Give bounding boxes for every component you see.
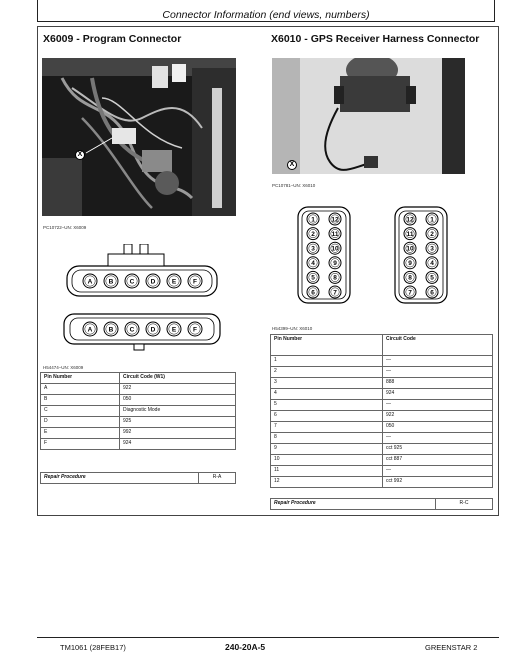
pin-label: 1: [311, 216, 315, 224]
pin-label: 11: [406, 230, 414, 238]
footer-product: GREENSTAR 2: [425, 643, 478, 652]
pin-number-cell: 8: [271, 433, 383, 444]
table-row: [41, 439, 236, 450]
pin-number-cell: B: [41, 395, 120, 406]
pin-number-header: Pin Number: [271, 335, 383, 356]
x6010-left-pin: [307, 228, 319, 240]
x6010-left-pin: [307, 242, 319, 254]
circuit-code-cell: 924: [120, 439, 236, 450]
page-header-title: Connector Information (end views, numbers): [162, 9, 370, 21]
table-row: [41, 384, 236, 395]
circuit-code-cell: cct 887: [383, 455, 493, 466]
pin-label: 6: [311, 289, 315, 297]
pin-label: 3: [311, 245, 315, 253]
pin-label: A: [87, 326, 93, 334]
pin-number-cell: F: [41, 439, 120, 450]
x6009-pin-top: [83, 274, 97, 288]
x6010-right-pin: [426, 271, 438, 283]
x6010-left-pin: [329, 286, 341, 298]
x6010-right-pin: [404, 228, 416, 240]
circuit-code-cell: 992: [120, 428, 236, 439]
pin-number-header: Pin Number: [41, 373, 120, 384]
pin-number-cell: 9: [271, 444, 383, 455]
pin-number-cell: D: [41, 417, 120, 428]
table-row: [271, 356, 493, 367]
circuit-code-cell: —: [383, 433, 493, 444]
repair-procedure-label: Repair Procedure: [41, 473, 199, 484]
x6010-right-pin: [404, 257, 416, 269]
x6010-right-pin: [426, 242, 438, 254]
table-header-row: [271, 335, 493, 356]
x6009-repair-table: [40, 472, 236, 484]
x6010-right-pin: [404, 271, 416, 283]
x6010-connector-drawing: [296, 205, 451, 305]
x6009-pin-bottom: [188, 322, 202, 336]
x6010-right-pin: [404, 286, 416, 298]
x6010-left-pin: [307, 257, 319, 269]
x6009-pin-top: [167, 274, 181, 288]
circuit-code-cell: 888: [383, 378, 493, 389]
pin-label: D: [150, 278, 156, 286]
x6009-pin-bottom: [167, 322, 181, 336]
pin-label: 7: [333, 289, 337, 297]
circuit-code-cell: cct 992: [383, 477, 493, 488]
circuit-code-header: Circuit Code: [383, 335, 493, 356]
pin-label: 10: [406, 245, 414, 253]
pin-number-cell: 12: [271, 477, 383, 488]
table-row: [271, 455, 493, 466]
pin-label: E: [171, 326, 177, 334]
circuit-code-cell: Diagnostic Mode: [120, 406, 236, 417]
x6010-title: X6010 - GPS Receiver Harness Connector: [271, 33, 480, 45]
table-row: [271, 400, 493, 411]
x6010-right-pin: [404, 242, 416, 254]
circuit-code-cell: cct 925: [383, 444, 493, 455]
x6010-left-pin: [329, 271, 341, 283]
pin-label: 12: [406, 216, 414, 224]
x6010-left-pin: [329, 228, 341, 240]
pin-label: 5: [311, 274, 315, 282]
pin-number-cell: 5: [271, 400, 383, 411]
pin-label: 11: [331, 230, 339, 238]
x6009-pin-top: [188, 274, 202, 288]
pin-number-cell: 3: [271, 378, 383, 389]
x6010-pin-table: [270, 334, 493, 488]
pin-number-cell: 4: [271, 389, 383, 400]
pin-label: C: [129, 278, 135, 286]
pin-label: A: [87, 278, 93, 286]
pin-label: 12: [331, 216, 339, 224]
table-row: [41, 395, 236, 406]
table-row: [271, 378, 493, 389]
circuit-code-cell: 924: [383, 389, 493, 400]
repair-procedure-label: Repair Procedure: [271, 499, 436, 510]
table-row: [271, 411, 493, 422]
circuit-code-cell: —: [383, 400, 493, 411]
circuit-code-cell: —: [383, 356, 493, 367]
x6009-photo-caption: PC10722–UN: X6009: [43, 225, 87, 230]
circuit-code-cell: 922: [383, 411, 493, 422]
circuit-code-cell: —: [383, 466, 493, 477]
footer-page-number: 240-20A-5: [225, 642, 266, 652]
pin-number-cell: 2: [271, 367, 383, 378]
x6010-right-pin: [426, 257, 438, 269]
x6010-photo-caption: PC10781–UN: X6010: [272, 183, 316, 188]
x6010-photo-art: [272, 58, 465, 174]
repair-procedure-code: R-A: [199, 473, 236, 484]
x6010-right-pin: [426, 213, 438, 225]
pin-label: 9: [333, 260, 337, 268]
pin-label: 9: [408, 260, 412, 268]
x6009-photo-callout: X: [75, 150, 85, 160]
table-row: [271, 433, 493, 444]
pin-label: E: [171, 278, 177, 286]
x6009-pin-top: [146, 274, 160, 288]
x6009-pin-top: [125, 274, 139, 288]
pin-label: 2: [430, 230, 434, 238]
pin-number-cell: C: [41, 406, 120, 417]
pin-label: 8: [333, 274, 337, 282]
x6009-pin-bottom: [125, 322, 139, 336]
footer-manual-id: TM1061 (28FEB17): [60, 643, 126, 652]
pin-label: 2: [311, 230, 315, 238]
x6010-photo: [272, 58, 465, 174]
circuit-code-cell: 922: [120, 384, 236, 395]
x6010-left-pin: [307, 286, 319, 298]
circuit-code-cell: —: [383, 367, 493, 378]
table-row: [41, 406, 236, 417]
table-row: [41, 428, 236, 439]
x6010-left-pin: [307, 271, 319, 283]
circuit-code-cell: 925: [120, 417, 236, 428]
pin-label: 1: [430, 216, 434, 224]
pin-label: B: [108, 278, 114, 286]
pin-number-cell: 7: [271, 422, 383, 433]
x6010-right-pin: [426, 286, 438, 298]
pin-label: 10: [331, 245, 339, 253]
pin-label: 6: [430, 289, 434, 297]
x6010-left-pin: [307, 213, 319, 225]
pin-label: 5: [430, 274, 434, 282]
x6009-pin-top: [104, 274, 118, 288]
x6009-pin-bottom: [104, 322, 118, 336]
pin-label: F: [193, 326, 197, 334]
table-row: [41, 417, 236, 428]
pin-number-cell: E: [41, 428, 120, 439]
x6010-drawing-caption: H54399–UN: X6010: [272, 326, 313, 331]
circuit-code-cell: 050: [120, 395, 236, 406]
x6009-pin-table: [40, 372, 236, 450]
pin-label: 8: [408, 274, 412, 282]
circuit-code-cell: 050: [383, 422, 493, 433]
table-row: [271, 466, 493, 477]
pin-number-cell: A: [41, 384, 120, 395]
x6009-pin-bottom: [146, 322, 160, 336]
pin-number-cell: 10: [271, 455, 383, 466]
x6010-right-pin: [426, 228, 438, 240]
table-row: [271, 444, 493, 455]
x6009-photo: [42, 58, 236, 216]
pin-label: B: [108, 326, 114, 334]
table-row: [271, 389, 493, 400]
x6010-right-pin: [404, 213, 416, 225]
pin-label: D: [150, 326, 156, 334]
repair-row: [41, 473, 236, 484]
x6009-connector-drawing: [62, 244, 222, 354]
repair-procedure-code: R-C: [436, 499, 493, 510]
x6010-left-pin: [329, 257, 341, 269]
pin-number-cell: 11: [271, 466, 383, 477]
x6010-repair-table: [270, 498, 493, 510]
x6009-title: X6009 - Program Connector: [43, 33, 182, 45]
footer-rule: [37, 637, 499, 638]
x6009-photo-art: [42, 58, 236, 216]
x6010-photo-callout: X: [287, 160, 297, 170]
x6009-pin-bottom: [83, 322, 97, 336]
pin-label: 4: [430, 260, 434, 268]
table-row: [271, 422, 493, 433]
circuit-code-header: Circuit Code (W1): [120, 373, 236, 384]
x6010-left-pin: [329, 213, 341, 225]
pin-number-cell: 1: [271, 356, 383, 367]
x6009-drawing-caption: H54474–UN: X6009: [43, 365, 84, 370]
pin-label: 7: [408, 289, 412, 297]
table-row: [271, 477, 493, 488]
table-row: [271, 367, 493, 378]
pin-label: F: [193, 278, 197, 286]
pin-label: 3: [430, 245, 434, 253]
pin-number-cell: 6: [271, 411, 383, 422]
table-header-row: [41, 373, 236, 384]
x6010-left-pin: [329, 242, 341, 254]
pin-label: 4: [311, 260, 315, 268]
repair-row: [271, 499, 493, 510]
pin-label: C: [129, 326, 135, 334]
